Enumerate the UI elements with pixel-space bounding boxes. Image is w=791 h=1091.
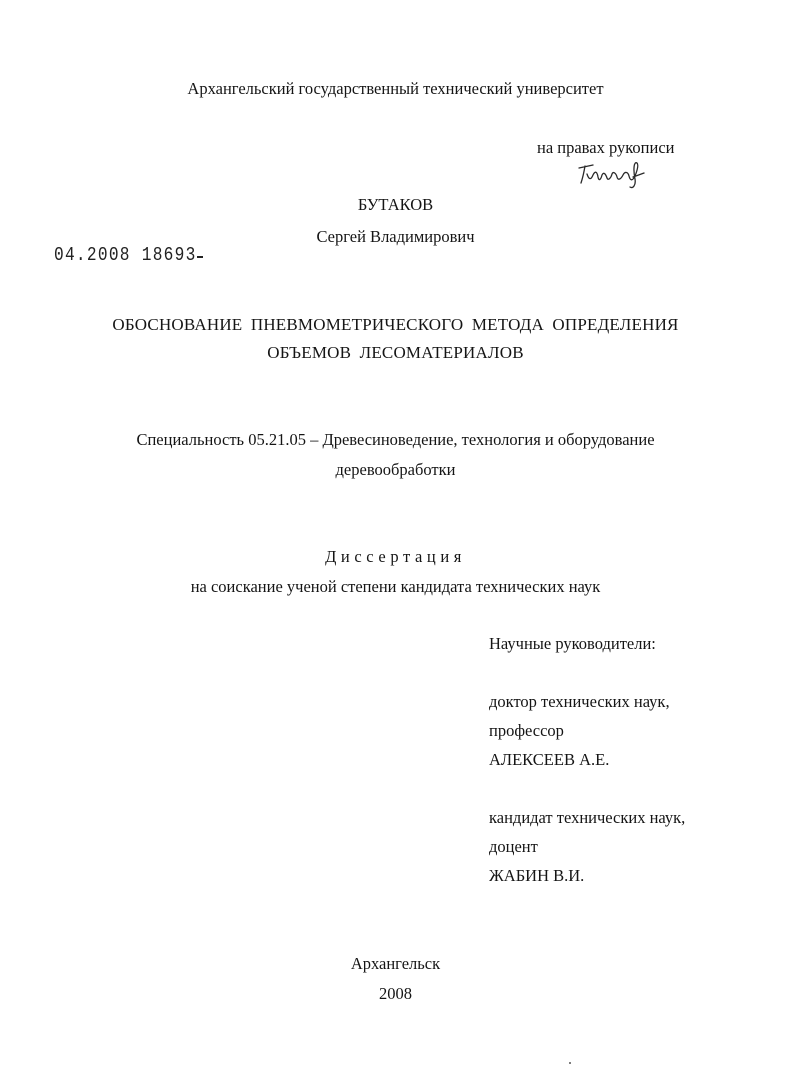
supervisor-1-rank: профессор <box>489 721 564 740</box>
year: 2008 <box>379 984 412 1003</box>
manuscript-note: на правах рукописи <box>537 138 675 157</box>
university-name: Архангельский государственный технический университет <box>187 79 604 98</box>
stamp-mark-icon <box>197 256 203 258</box>
supervisor-1-degree: доктор технических наук, <box>489 692 670 711</box>
supervisor-1-name: АЛЕКСЕЕВ А.Е. <box>489 750 610 769</box>
supervisors-heading: Научные руководители: <box>489 634 656 653</box>
thesis-title-line-1: ОБОСНОВАНИЕ ПНЕВМОМЕТРИЧЕСКОГО МЕТОДА ОПРЕДЕЛЕНИЯ <box>112 315 679 334</box>
degree-purpose: на соискание ученой степени кандидата технических наук <box>190 577 601 596</box>
author-given-names: Сергей Владимирович <box>316 227 475 246</box>
supervisor-2-rank: доцент <box>489 837 538 856</box>
supervisor-2-degree: кандидат технических наук, <box>489 808 686 827</box>
supervisor-2-name: ЖАБИН В.И. <box>489 866 585 885</box>
scan-speck <box>569 1062 571 1064</box>
document-type: Диссертация <box>325 547 466 566</box>
city: Архангельск <box>350 954 441 973</box>
author-surname: БУТАКОВ <box>357 195 434 214</box>
thesis-title-line-2: ОБЪЕМОВ ЛЕСОМАТЕРИАЛОВ <box>267 343 524 362</box>
author-signature <box>575 160 647 190</box>
specialty-line-2: деревообработки <box>335 460 456 479</box>
registration-stamp: 04.2008 18693 <box>54 244 197 266</box>
specialty-line-1: Специальность 05.21.05 – Древесиноведение, технология и оборудование <box>136 430 655 449</box>
